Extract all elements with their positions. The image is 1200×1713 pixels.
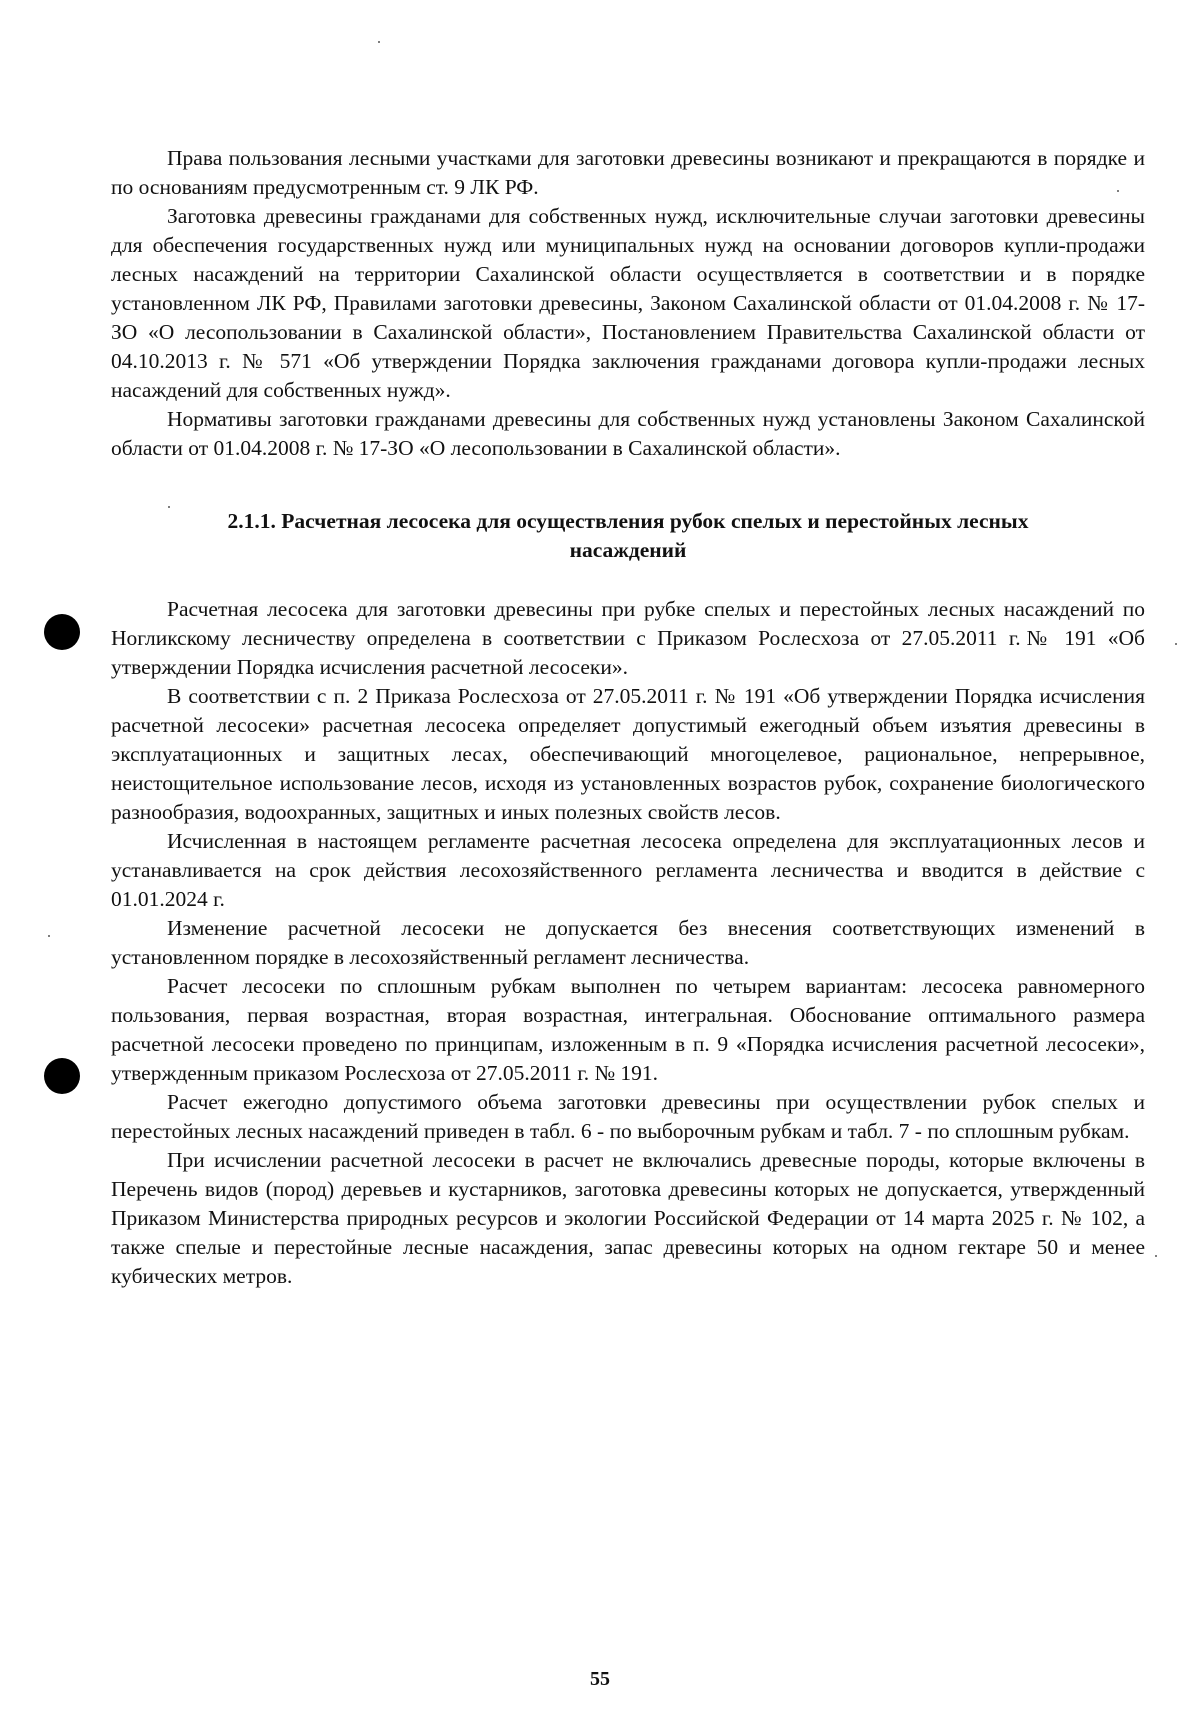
- section-heading: 2.1.1. Расчетная лесосека для осуществления рубок спелых и перестойных лесных насаждений: [227, 509, 1029, 562]
- intro-paragraph: Нормативы заготовки гражданами древесины для собственных нужд установлены Законом Сахалинской области от 01.04.2008 г. № 17-ЗО «О лесопользовании в Сахалинской области».: [111, 407, 1145, 460]
- punch-hole: [44, 1058, 80, 1094]
- scan-speck: [378, 41, 380, 43]
- section-paragraph: Расчетная лесосека для заготовки древесины при рубке спелых и перестойных лесных насаждений по Ногликскому лесничеству определена в соответствии с Приказом Рослесхоза от 27.05.2011 г.№ 191 «Об утверждении Порядка исчисления расчетной лесосеки».: [111, 597, 1145, 679]
- intro-paragraph: Заготовка древесины гражданами для собственных нужд, исключительные случаи заготовки древесины для обеспечения государственных нужд или муниципальных нужд на основании договоров купли-продажи лесных насаждений на территории Сахалинской области осуществляется в соответствии и в порядке установленном ЛК РФ, Правилами заготовки древесины, Законом Сахалинской области от 01.04.2008 г. № 17-ЗО «О лесопользовании в Сахалинской области», Постановлением Правительства Сахалинской области от 04.10.2013 г. № 571 «Об утверждении Порядка заключения гражданами договора купли-продажи лесных насаждений для собственных нужд».: [111, 204, 1145, 402]
- section-paragraph: Исчисленная в настоящем регламенте расчетная лесосека определена для эксплуатационных лесов и устанавливается на срок действия лесохозяйственного регламента лесничества и вводится в действие с 01.01.2024 г.: [111, 829, 1145, 911]
- section-paragraph: Изменение расчетной лесосеки не допускается без внесения соответствующих изменений в установленном порядке в лесохозяйственный регламент лесничества.: [111, 916, 1145, 969]
- section-paragraph: При исчислении расчетной лесосеки в расчет не включались древесные породы, которые включены в Перечень видов (пород) деревьев и кустарников, заготовка древесины которых не допускается, утвержденный Приказом Министерства природных ресурсов и экологии Российской Федерации от 14 марта 2025 г. № 102, а также спелые и перестойные лесные насаждения, запас древесины которых на одном гектаре 50 и менее кубических метров.: [111, 1148, 1145, 1288]
- section-paragraph: Расчет ежегодно допустимого объема заготовки древесины при осуществлении рубок спелых и перестойных лесных насаждений приведен в табл. 6 - по выборочным рубкам и табл. 7 - по сплошным рубкам.: [111, 1090, 1145, 1143]
- section-paragraph: В соответствии с п. 2 Приказа Рослесхоза от 27.05.2011 г. № 191 «Об утверждении Порядка исчисления расчетной лесосеки» расчетная лесосека определяет допустимый ежегодный объем изъятия древесины в эксплуатационных и защитных лесах, обеспечивающий многоцелевое, рациональное, непрерывное, неистощительное использование лесов, исходя из установленных возрастов рубок, сохранение биологического разнообразия, водоохранных, защитных и иных полезных свойств лесов.: [111, 684, 1145, 824]
- intro-paragraph: Права пользования лесными участками для заготовки древесины возникают и прекращаются в порядке и по основаниям предусмотренным ст. 9 ЛК РФ.: [111, 146, 1145, 199]
- section-paragraph: Расчет лесосеки по сплошным рубкам выполнен по четырем вариантам: лесосека равномерного пользования, первая возрастная, вторая возрастная, интегральная. Обоснование оптимального размера расчетной лесосеки проведено по принципам, изложенным в п. 9 «Порядка исчисления расчетной лесосеки», утвержденным приказом Рослесхоза от 27.05.2011 г. № 191.: [111, 974, 1145, 1085]
- punch-hole: [44, 614, 80, 650]
- scan-speck: [48, 935, 50, 937]
- scan-speck: [1155, 1255, 1157, 1257]
- scan-speck: [1175, 643, 1177, 645]
- page-number: 55: [590, 1668, 610, 1690]
- document-body: [111, 144, 1145, 1291]
